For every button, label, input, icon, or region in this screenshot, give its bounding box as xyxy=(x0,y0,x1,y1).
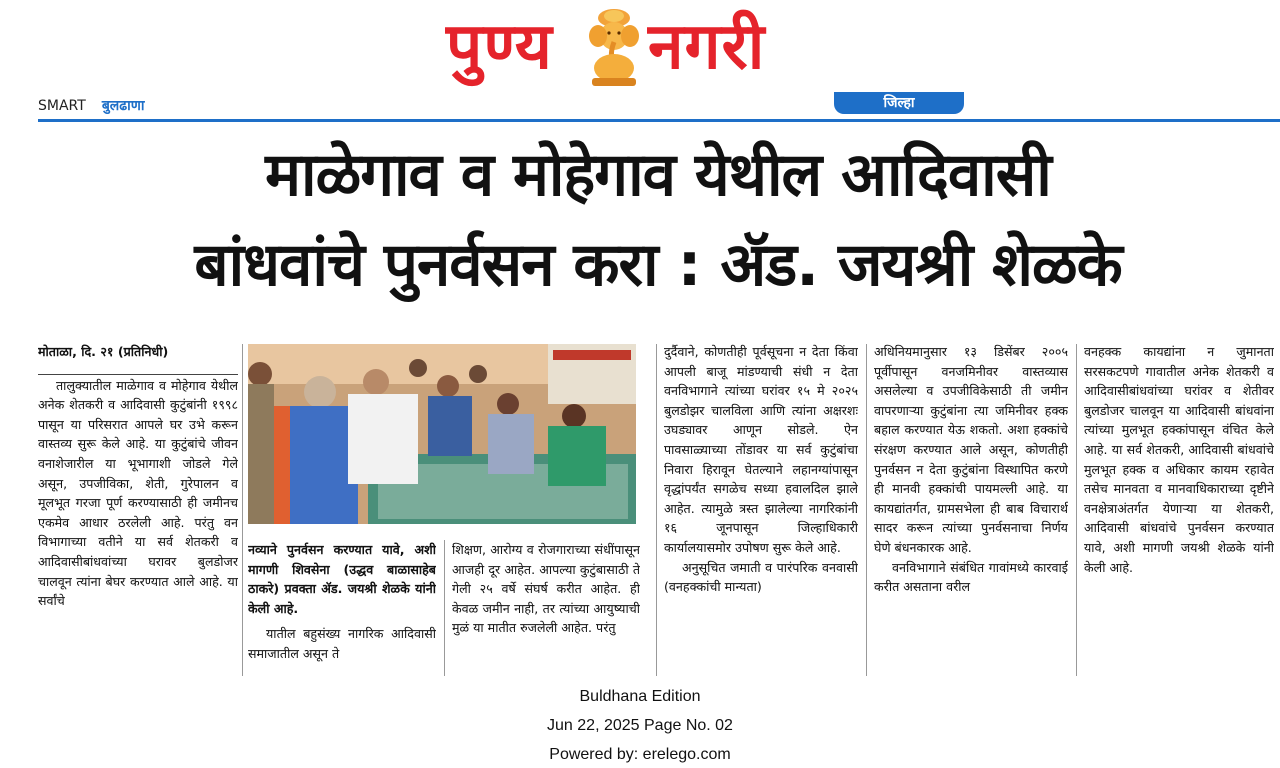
column-divider xyxy=(866,344,867,676)
brand-name-left: पुण्य xyxy=(446,10,553,84)
strip-left-label xyxy=(38,96,145,115)
column-4-text-2: अनुसूचित जमाती व पारंपरिक वनवासी (वनहक्कांची मान्यता) xyxy=(664,559,858,595)
masthead-rule xyxy=(38,119,1280,122)
headline-line-2: बांधवांचे पुनर्वसन करा : ॲड. जयश्री शेळके xyxy=(194,230,1122,300)
brand-name-right: नगरी xyxy=(648,10,766,84)
news-photo xyxy=(248,344,636,524)
masthead xyxy=(0,0,1280,96)
headline xyxy=(40,130,1276,310)
strip-label-smart: SMART xyxy=(38,98,86,114)
column-2-lead: नव्याने पुनर्वसन करण्यात यावे, अशी मागणी शिवसेना (उद्धव बाळासाहेब ठाकरे) प्रवक्ता ॲड. जयश्री शेळके यांनी केली आहे. xyxy=(248,542,436,616)
edition-label: Buldhana Edition xyxy=(579,688,701,705)
column-3-text: शिक्षण, आरोग्य व रोजगाराच्या संधींपासून आजही दूर आहेत. आपल्या कुटुंबासाठी ते गेली २५ वर्षे संघर्ष करीत आहेत. ही केवळ जमीन नाही, तर त्यांच्या आयुष्याची मुळं या मातीत रुजलेली आहेत. परंतु xyxy=(452,542,640,636)
dateline: मोताळा, दि. २१ (प्रतिनिधी) xyxy=(38,344,169,359)
headline-line-1: माळेगाव व मोहेगाव येथील आदिवासी xyxy=(265,140,1051,210)
column-4-text: दुर्दैवाने, कोणतीही पूर्वसूचना न देता किंवा आपली बाजू मांडण्याची संधी न देता वनविभागाने त्यांच्या घरांवर १५ मे २०२५ बुलडोझर चालविला आणि त्यांना अक्षरशः उघड्यावर आणून सोडले. ऐन पावसाळ्याच्या तोंडावर या सर्व कुटुंबांचा निवारा हिरावून घेतल्याने लहानग्यांपासून वृद्धांपर्यंत सगळेच सध्या हवालदिल झाले आहेत. त्यामुळे त्रस्त झालेल्या नागरिकांनी १६ जूनपासून जिल्हाधिकारी कार्यालयासमोर उपोषण सुरू केले आहे. xyxy=(664,344,858,555)
powered-by-link[interactable]: Powered by: erelego.com xyxy=(549,746,731,763)
column-6-text: वनहक्क कायद्यांना न जुमानता सरसकटपणे गावातील अनेक शेतकरी व आदिवासीबांधवांच्या घरांवर व शेतीवर बुलडोजर चालवून या आदिवासी बांधवांना त्यांच्या मुलभूत हक्कांपासून वंचित केले आहे. या सर्व शेतकरी, आदिवासी बांधवांचे मुलभूत हक्क व अधिकार कायम रहावेत तसेच मानवता व मानवाधिकाराच्या दृष्टीने वनक्षेत्राअंतर्गत येणाऱ्या या शेतकरी, आदिवासी बांधवांचे पुनर्वसन करण्यात यावे, अशी मागणी जयश्री शेळके यांनी केली आहे. xyxy=(1084,344,1274,575)
column-5-text: अधिनियमानुसार १३ डिसेंबर २००५ पूर्वीपासून वनजमिनीवर वास्तव्यास असलेल्या व उपजीविकेसाठी ती जमीन वापरणाऱ्या कुटुंबांना त्या जमिनीवर हक्क बहाल करण्यात येऊ शकतो. अशा हक्कांचे संरक्षण करण्यात आले असून, कोणतीही पुनर्वसन न देता कुटुंबांना विस्थापित करणे ही मानवी हक्कांची पायमल्ली आहे. या कायद्यांतर्गत, ग्रामसभेला ही बाब विचारार्थ सादर करून त्यांच्या पुनर्वसनाचा निर्णय घेणे बंधनकारक आहे. xyxy=(874,344,1068,555)
article-column-2 xyxy=(248,540,436,676)
column-divider xyxy=(656,344,657,676)
column-5-text-2: वनविभागाने संबंधित गावांमध्ये कारवाई करीत असताना वरील xyxy=(874,559,1068,595)
column-1-text: तालुक्यातील माळेगाव व मोहेगाव येथील अनेक शेतकरी व आदिवासी कुटुंबांनी १९९८ पासून या परिसरात आपले घर उभे करून वास्तव्य सुरू केले आहे. या कुटुंबांचे जीवन वनाशेजारील या भूभागाशी जोडले गेले असून, उपजीविका, शेती, गुरेपालन व मूलभूत गरजा पूर्ण करण्यासाठी ही जमीनच एकमेव आधार ठरलेली आहे. परंतु वन विभागाच्या वतीने या सर्व शेतकरी व आदिवासीबांधवांच्या घरावर बुलडोजर चालवून त्यांना बेघर करण्यात आले आहे. या सर्वांचे xyxy=(38,377,238,609)
article-column-4 xyxy=(664,342,858,676)
ganesha-logo-icon xyxy=(578,6,650,88)
section-tab: जिल्हा xyxy=(834,92,964,114)
section-strip xyxy=(38,92,1278,118)
article-column-1 xyxy=(38,342,238,676)
column-divider xyxy=(444,540,445,676)
column-divider xyxy=(242,344,243,676)
column-divider xyxy=(1076,344,1077,676)
column-2-text: यातील बहुसंख्य नागरिक आदिवासी समाजातील असून ते xyxy=(248,626,436,661)
strip-label-district: बुलढाणा xyxy=(101,98,145,114)
article-column-5 xyxy=(874,342,1068,676)
date-page-label: Jun 22, 2025 Page No. 02 xyxy=(547,717,733,734)
dateline-rule xyxy=(38,374,238,375)
article-column-6 xyxy=(1084,342,1274,676)
article-column-3 xyxy=(452,540,640,676)
